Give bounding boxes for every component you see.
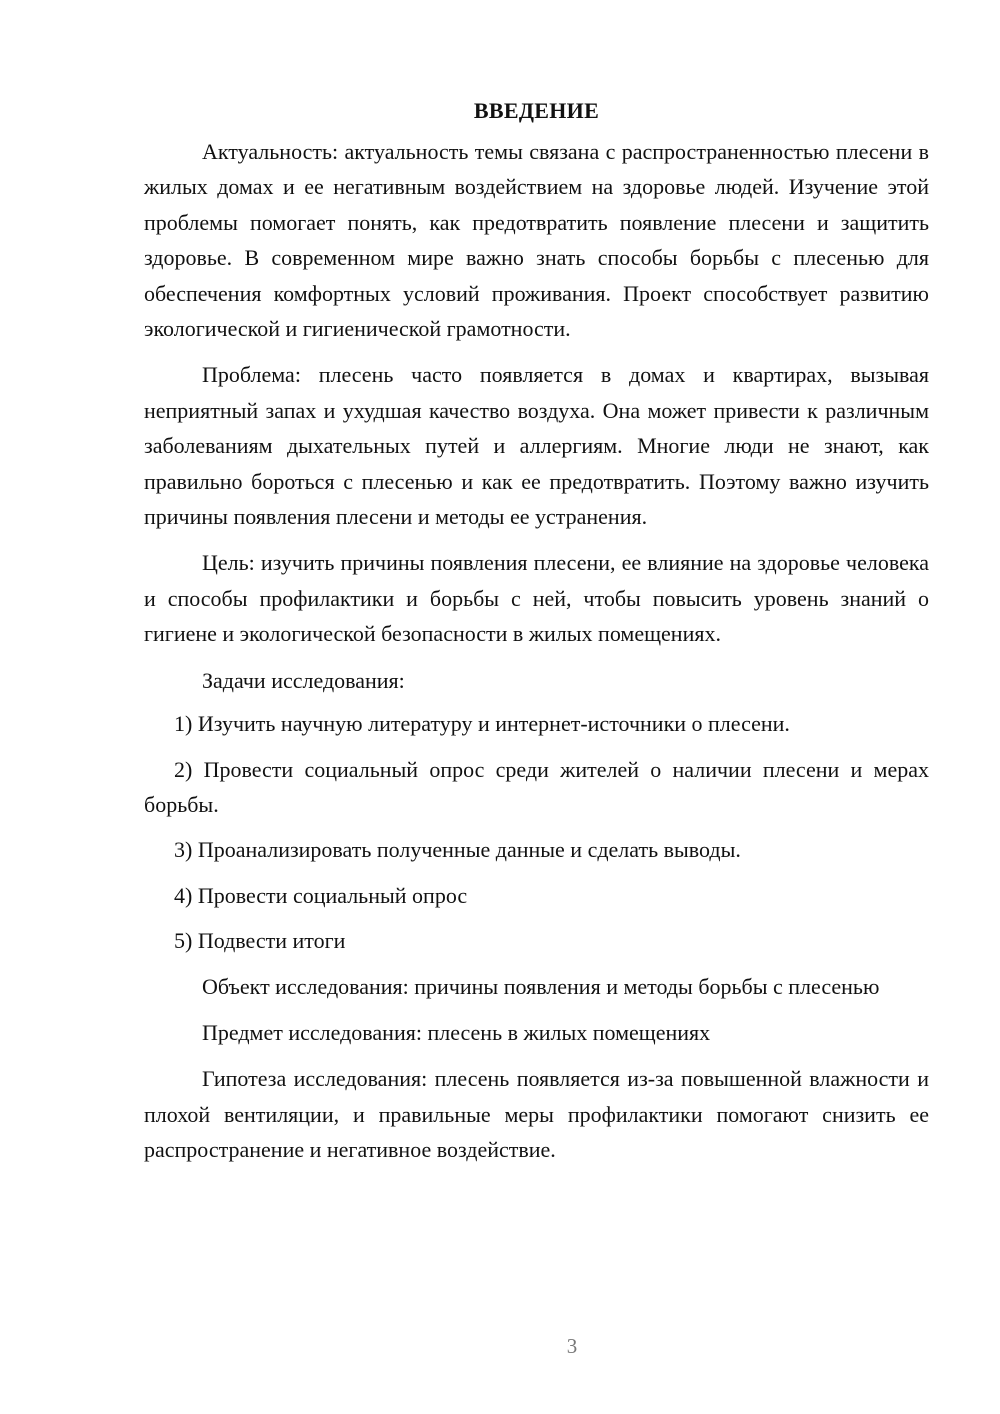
- relevance-paragraph: Актуальность: актуальность темы связана с распространенностью плесени в жилых домах и ее негативным воздействием на здоровье людей. Изучение этой проблемы помогает понять, как предотвратить появление плесени и защитить здоровье. В современном мире важно знать способы борьбы с плесенью для обеспечения комфортных условий проживания. Проект способствует развитию экологической и гигиенической грамотности.: [144, 139, 929, 342]
- tasks-heading: Задачи исследования:: [202, 667, 405, 693]
- object-paragraph: Объект исследования: причины появления и методы борьбы с плесенью: [202, 973, 880, 999]
- goal-paragraph: Цель: изучить причины появления плесени, ее влияние на здоровье человека и способы профилактики и борьбы с ней, чтобы повысить уровень знаний о гигиене и экологической безопасности в жилых помещениях.: [144, 550, 929, 647]
- task-item-1: 1) Изучить научную литературу и интернет-источники о плесени.: [174, 711, 790, 737]
- page-content: [144, 96, 929, 1179]
- subject-paragraph: Предмет исследования: плесень в жилых помещениях: [202, 1019, 711, 1045]
- hypothesis-paragraph: Гипотеза исследования: плесень появляется из-за повышенной влажности и плохой вентиляции, и правильные меры профилактики помогают снизить ее распространение и негативное воздействие.: [144, 1066, 929, 1163]
- task-item-5: 5) Подвести итоги: [174, 928, 346, 954]
- problem-paragraph: Проблема: плесень часто появляется в домах и квартирах, вызывая неприятный запах и ухудшая качество воздуха. Она может привести к различным заболеваниям дыхательных путей и аллергиям. Многие люди не знают, как правильно бороться с плесенью и как ее предотвратить. Поэтому важно изучить причины появления плесени и методы ее устранения.: [144, 362, 929, 530]
- task-item-2: 2) Провести социальный опрос среди жителей о наличии плесени и мерах борьбы.: [144, 756, 929, 817]
- page-number: 3: [566, 1334, 578, 1358]
- task-item-4: 4) Провести социальный опрос: [174, 882, 468, 908]
- section-heading: ВВЕДЕНИЕ: [473, 98, 600, 123]
- task-item-3: 3) Проанализировать полученные данные и сделать выводы.: [174, 837, 741, 863]
